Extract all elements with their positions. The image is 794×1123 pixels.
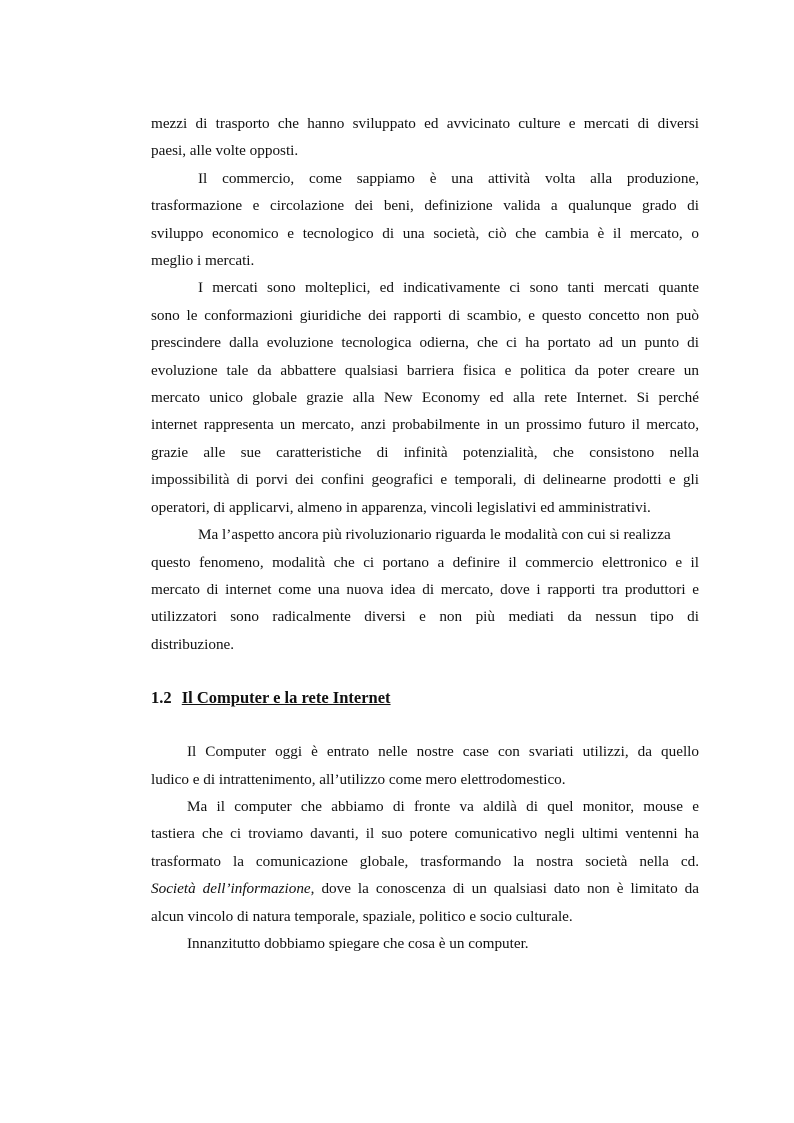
text-line: mercato unico globale grazie alla New Economy ed alla rete Internet. Si perché (151, 389, 699, 407)
text-line: alcun vincolo di natura temporale, spaziale, politico e socio culturale. (151, 907, 573, 925)
text-line: trasformazione e circolazione dei beni, definizione valida a qualunque grado di (151, 197, 699, 215)
text-line: impossibilità di porvi dei confini geografici e temporali, di delinearne prodotti e gli (151, 471, 699, 489)
section-number: 1.2 (151, 688, 172, 708)
body-text-top (151, 110, 699, 658)
text-line: distribuzione. (151, 635, 235, 653)
paragraph-7 (151, 930, 699, 957)
text-line: mezzi di trasporto che hanno sviluppato ed avvicinato culture e mercati di diversi (151, 115, 699, 132)
text-line: ludico e di intrattenimento, all’utilizzo come mero elettrodomestico. (151, 770, 566, 788)
document-page (151, 110, 699, 957)
text-fragment: , dove la conoscenza di un qualsiasi dato non è limitato da (310, 880, 699, 898)
text-line: sono le conformazioni giuridiche dei rapporti di scambio, e questo concetto non può (151, 306, 699, 324)
text-line: prescindere dalla evoluzione tecnologica odierna, che ci ha portato ad un punto di (151, 334, 699, 352)
text-line: utilizzatori sono radicalmente diversi e non più mediati da nessun tipo di (151, 608, 699, 626)
text-line: Il Computer oggi è entrato nelle nostre case con svariati utilizzi, da quello (187, 743, 699, 761)
text-line: internet rappresenta un mercato, anzi probabilmente in un prossimo futuro il mercato, (151, 416, 699, 434)
text-line: evoluzione tale da abbattere qualsiasi barriera fisica e politica da poter creare un (151, 361, 699, 379)
paragraph-6 (151, 793, 699, 930)
paragraph-2 (151, 165, 699, 275)
text-line: trasformato la comunicazione globale, trasformando la nostra società nella cd. (151, 852, 699, 870)
text-line: grazie alle sue caratteristiche di infinità potenzialità, che consistono nella (151, 443, 699, 461)
text-line: mercato di internet come una nuova idea di mercato, dove i rapporti tra produttori e (151, 580, 699, 598)
text-line: Ma l’aspetto ancora più rivoluzionario riguarda le modalità con cui si realizza (198, 526, 671, 544)
text-line (151, 875, 699, 902)
body-text-bottom (151, 738, 699, 957)
text-line: tastiera che ci troviamo davanti, il suo potere comunicativo negli ultimi ventenni ha (151, 825, 699, 843)
italic-term: Società dell’informazione (151, 880, 311, 898)
section-heading (151, 685, 699, 711)
paragraph-3 (151, 274, 699, 521)
paragraph-5 (151, 738, 699, 793)
text-line: operatori, di applicarvi, almeno in apparenza, vincoli legislativi ed amministrativi. (151, 498, 651, 516)
text-line: questo fenomeno, modalità che ci portano a definire il commercio elettronico e il (151, 553, 699, 571)
text-line: Innanzitutto dobbiamo spiegare che cosa è un computer. (187, 934, 529, 952)
text-line: meglio i mercati. (151, 252, 255, 270)
text-line: Il commercio, come sappiamo è una attività volta alla produzione, (198, 169, 699, 187)
text-line: Ma il computer che abbiamo di fronte va aldilà di quel monitor, mouse e (187, 797, 699, 815)
section-title: Il Computer e la rete Internet (181, 688, 391, 708)
paragraph-1 (151, 110, 699, 165)
text-line: paesi, alle volte opposti. (151, 142, 299, 160)
text-line: I mercati sono molteplici, ed indicativamente ci sono tanti mercati quante (198, 279, 699, 297)
paragraph-4 (151, 521, 699, 658)
text-line: sviluppo economico e tecnologico di una società, ciò che cambia è il mercato, o (151, 224, 699, 242)
